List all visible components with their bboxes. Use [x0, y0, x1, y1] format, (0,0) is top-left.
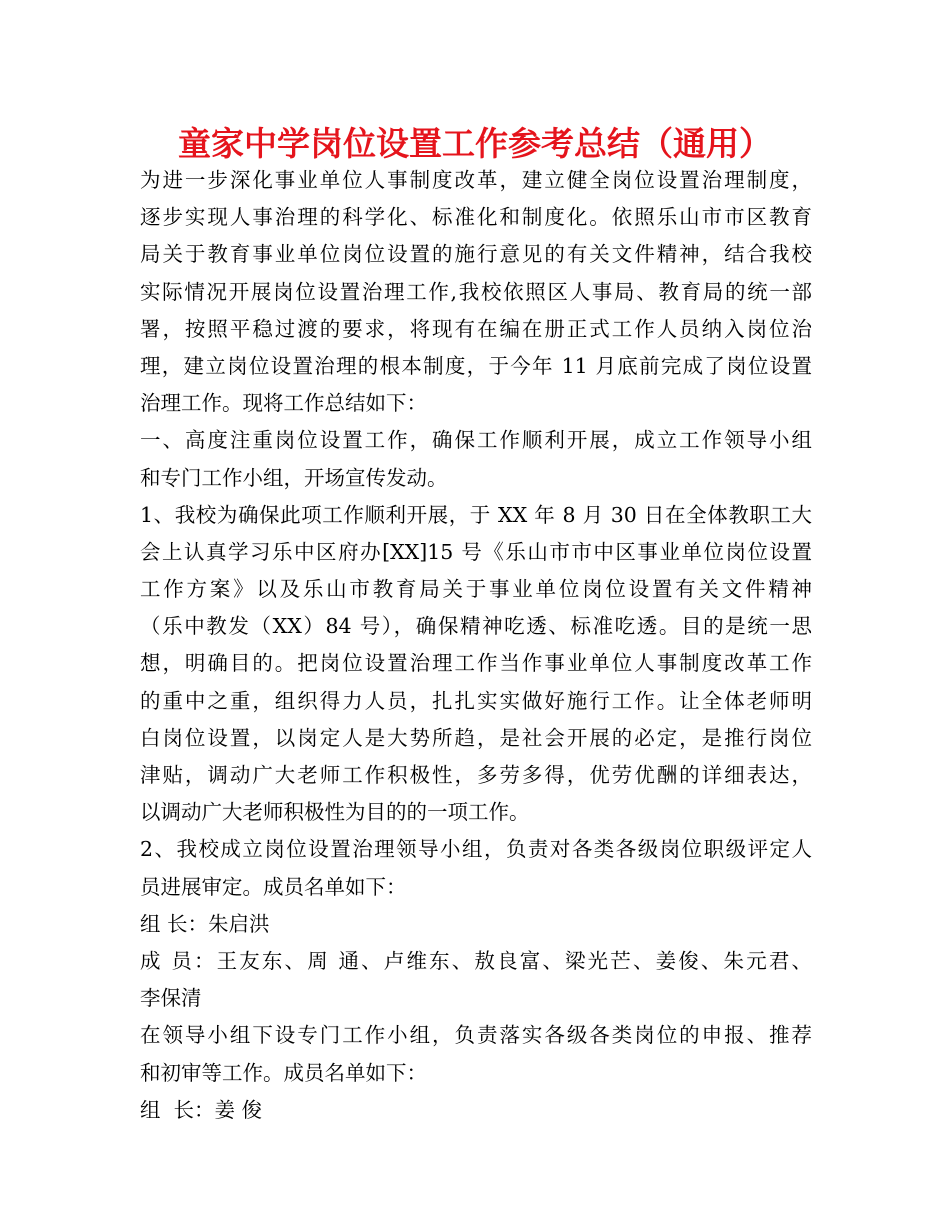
- body-line: 为进一步深化事业单位人事制度改革，建立健全岗位设置治理制度，: [140, 168, 812, 192]
- document-body: [140, 162, 812, 1129]
- body-line: 津贴，调动广大老师工作积极性，多劳多得，优劳优酬的详细表达，: [140, 763, 812, 787]
- body-line: 会上认真学习乐中区府办[XX]15 号《乐山市市中区事业单位岗位设置: [140, 539, 812, 564]
- leader-line: 组 长：朱启洪: [140, 911, 270, 936]
- body-line: （乐中教发（XX）84 号），确保精神吃透、标准吃透。目的是统一思: [140, 614, 812, 639]
- document-title: 童家中学岗位设置工作参考总结（通用）: [178, 124, 772, 163]
- body-line: 局关于教育事业单位岗位设置的施行意见的有关文件精神，结合我校: [140, 242, 812, 267]
- body-line: 和专门工作小组，开场宣传发动。: [140, 465, 448, 490]
- body-line: 工作方案》以及乐山市教育局关于事业单位岗位设置有关文件精神: [140, 577, 812, 602]
- body-line: 署，按照平稳过渡的要求，将现有在编在册正式工作人员纳入岗位治: [140, 316, 812, 341]
- members-line-cont: 李保清: [140, 986, 202, 1011]
- body-line: 理，建立岗位设置治理的根本制度，于今年 11 月底前完成了岗位设置: [140, 353, 812, 378]
- body-line: 治理工作。现将工作总结如下：: [140, 391, 427, 416]
- leader-line: 组 长：姜 俊: [140, 1097, 263, 1122]
- body-line: 逐步实现人事治理的科学化、标准化和制度化。依照乐山市市区教育: [140, 205, 812, 230]
- body-line: 白岗位设置，以岗定人是大势所趋，是社会开展的必定，是推行岗位: [140, 725, 812, 750]
- members-line: 成 员：王友东、周 通、卢维东、敖良富、梁光芒、姜俊、朱元君、: [140, 948, 812, 973]
- body-line: 想，明确目的。把岗位设置治理工作当作事业单位人事制度改革工作: [140, 651, 812, 676]
- body-line: 和初审等工作。成员名单如下：: [140, 1060, 427, 1085]
- section-heading: 一、高度注重岗位设置工作，确保工作顺利开展，成立工作领导小组: [140, 428, 812, 453]
- body-line: 在领导小组下设专门工作小组，负责落实各级各类岗位的申报、推荐: [140, 1023, 812, 1048]
- body-line: 实际情况开展岗位设置治理工作,我校依照区人事局、教育局的统一部: [140, 279, 812, 304]
- body-line: 的重中之重，组织得力人员，扎扎实实做好施行工作。让全体老师明: [140, 688, 812, 713]
- body-line: 以调动广大老师积极性为目的的一项工作。: [140, 800, 530, 825]
- body-line: 2、我校成立岗位设置治理领导小组，负责对各类各级岗位职级评定人: [140, 837, 812, 862]
- body-line: 员进展审定。成员名单如下：: [140, 874, 407, 899]
- body-line: 1、我校为确保此项工作顺利开展，于 XX 年 8 月 30 日在全体教职工大: [140, 502, 812, 527]
